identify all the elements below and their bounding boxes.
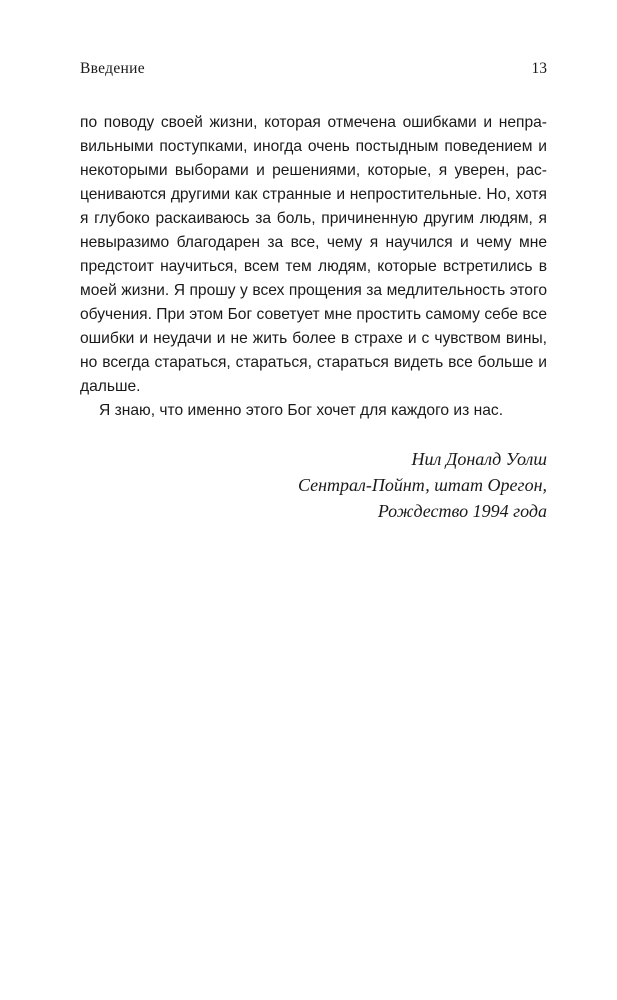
text-line: я глубоко раскаиваюсь за боль, причиненную другим людям, я [80,210,547,227]
closing-paragraph: Я знаю, что именно этого Бог хочет для каждого из нас. [99,402,504,419]
text-line: цениваются другими как странные и непростительные. Но, хотя [80,186,547,203]
section-title: Введение [80,60,145,77]
signature-place: Сентрал-Пойнт, штат Орегон, [297,475,547,495]
text-line: предстоит научиться, всем тем людям, которые встретились в [80,258,547,275]
signature-block [298,446,547,524]
text-line: но всегда стараться, стараться, стараться видеть все больше и [80,354,547,371]
text-line: вильными поступками, иногда очень постыдным поведением и [80,138,547,155]
running-header [80,60,547,82]
text-line: обучения. При этом Бог советует мне простить самому себе все [80,306,547,323]
page-number: 13 [531,60,547,77]
signature-date: Рождество 1994 года [377,501,547,521]
signature-author: Нил Доналд Уолш [411,449,547,469]
text-line: ошибки и неудачи и не жить более в страхе и с чувством вины, [80,330,547,347]
text-line: невыразимо благодарен за все, чему я научился и чему мне [80,234,547,251]
text-line: по поводу своей жизни, которая отмечена ошибками и непра- [80,114,547,131]
text-line: некоторыми выборами и решениями, которые, я уверен, рас- [80,162,547,179]
body-text [80,111,547,423]
text-line: дальше. [80,378,141,395]
text-line: моей жизни. Я прошу у всех прощения за медлительность этого [80,282,547,299]
